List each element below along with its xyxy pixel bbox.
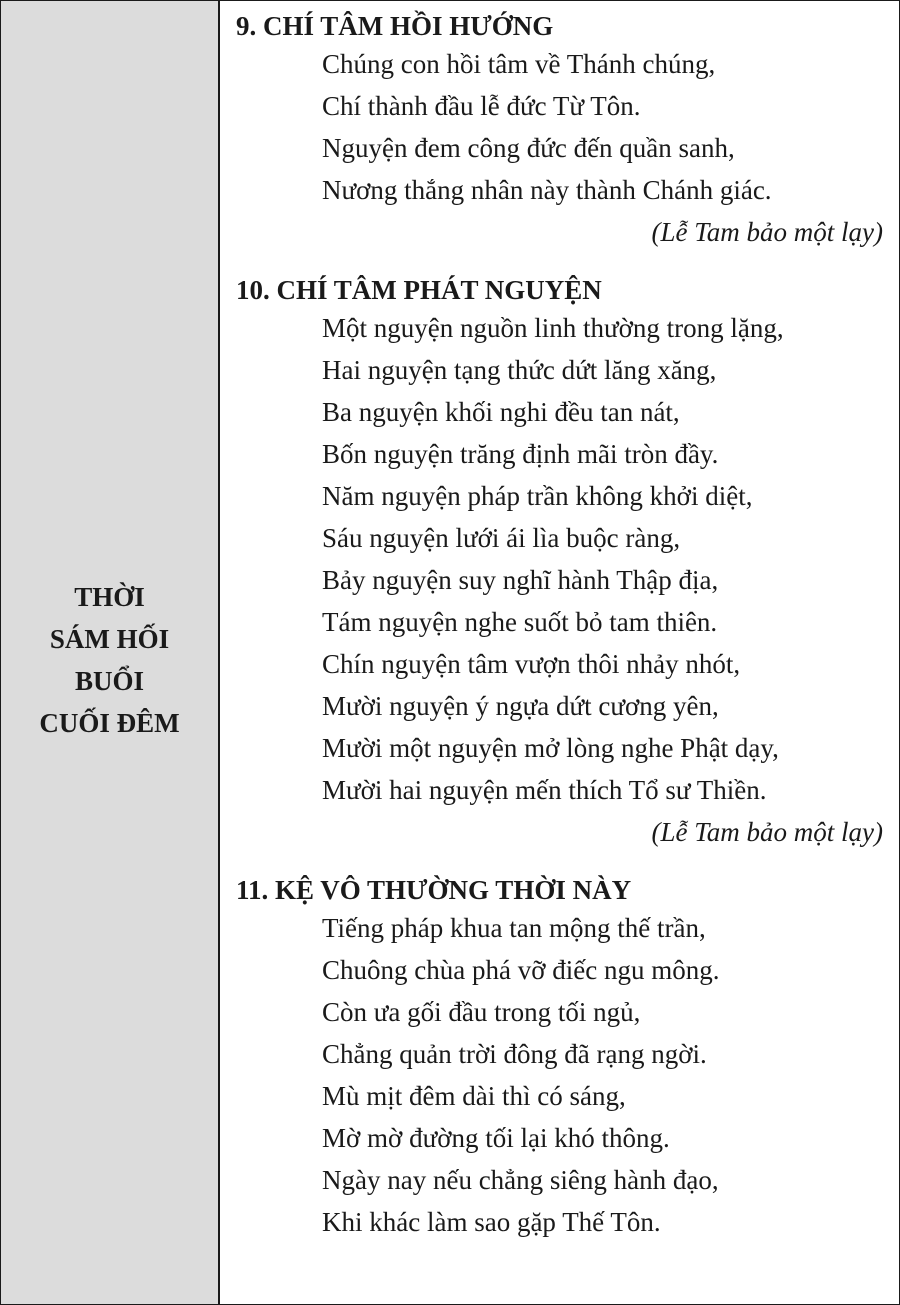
- verse-line: Khi khác làm sao gặp Thế Tôn.: [322, 1207, 661, 1237]
- verse-line: Chẳng quản trời đông đã rạng ngời.: [322, 1039, 707, 1069]
- content-cell: [220, 1, 899, 1304]
- verse-line: Mười hai nguyện mến thích Tổ sư Thiền.: [322, 775, 767, 805]
- section-ke-vo-thuong: [236, 873, 883, 1243]
- sidebar-title-line: SÁM HỐI: [49, 623, 170, 654]
- verse-line: Ba nguyện khối nghi đều tan nát,: [322, 397, 680, 427]
- verse-line: Bốn nguyện trăng định mãi tròn đầy.: [322, 439, 719, 469]
- verse-line: Mười một nguyện mở lòng nghe Phật dạy,: [322, 733, 779, 763]
- section-gap: [236, 253, 883, 273]
- verse-line: Bảy nguyện suy nghĩ hành Thập địa,: [322, 565, 719, 595]
- verse-line: Chuông chùa phá vỡ điếc ngu mông.: [322, 955, 720, 985]
- verse-line: Sáu nguyện lưới ái lìa buộc ràng,: [322, 523, 681, 553]
- sidebar-title: [39, 576, 179, 744]
- verse-line: Chín nguyện tâm vượn thôi nhảy nhót,: [322, 649, 741, 679]
- verse-line: Nương thắng nhân này thành Chánh giác.: [322, 175, 772, 205]
- verse-line: Mờ mờ đường tối lại khó thông.: [322, 1123, 670, 1153]
- section-chi-tam-hoi-huong: [236, 9, 883, 253]
- verse-line: Chí thành đầu lễ đức Từ Tôn.: [322, 91, 641, 121]
- sidebar-cell: [1, 1, 220, 1304]
- section-title: 9. CHÍ TÂM HỒI HƯỚNG: [236, 11, 554, 41]
- section-chi-tam-phat-nguyen: [236, 273, 883, 853]
- section-gap: [236, 853, 883, 873]
- verse-line: Hai nguyện tạng thức dứt lăng xăng,: [322, 355, 717, 385]
- prostration-note: (Lễ Tam bảo một lạy): [651, 217, 883, 247]
- sidebar-title-line: CUỐI ĐÊM: [39, 707, 180, 738]
- prostration-note: (Lễ Tam bảo một lạy): [651, 817, 883, 847]
- section-title: 10. CHÍ TÂM PHÁT NGUYỆN: [236, 275, 602, 305]
- verse-line: Nguyện đem công đức đến quần sanh,: [322, 133, 735, 163]
- verse-line: Mười nguyện ý ngựa dứt cương yên,: [322, 691, 719, 721]
- verse-line: Tám nguyện nghe suốt bỏ tam thiên.: [322, 607, 718, 637]
- verse-line: Một nguyện nguồn linh thường trong lặng,: [322, 313, 784, 343]
- sidebar-title-line: THỜI: [74, 581, 145, 612]
- verse-line: Ngày nay nếu chẳng siêng hành đạo,: [322, 1165, 719, 1195]
- verse-line: Mù mịt đêm dài thì có sáng,: [322, 1081, 626, 1111]
- section-title: 11. KỆ VÔ THƯỜNG THỜI NÀY: [236, 875, 632, 905]
- verse-line: Tiếng pháp khua tan mộng thế trần,: [322, 913, 706, 943]
- verse-line: Năm nguyện pháp trần không khởi diệt,: [322, 481, 753, 511]
- verse-line: Còn ưa gối đầu trong tối ngủ,: [322, 997, 641, 1027]
- verse-line: Chúng con hồi tâm về Thánh chúng,: [322, 49, 716, 79]
- sidebar-title-line: BUỔI: [74, 665, 145, 696]
